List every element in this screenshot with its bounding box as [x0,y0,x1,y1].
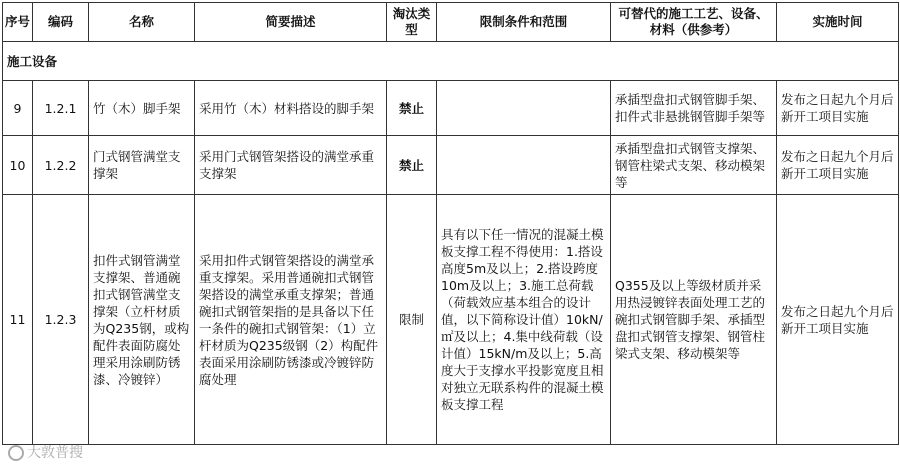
section-row [3,42,899,81]
header-time: 实施时间 [777,3,899,42]
watermark [8,442,83,462]
cell-desc: 采用门式钢管架搭设的满堂承重支撑架 [195,136,387,195]
header-code: 编码 [33,3,89,42]
table-row [3,195,899,445]
watermark-text: 大敦普搜 [27,445,83,461]
cell-alt: Q355及以上等级材质并采用热浸镀锌表面处理工艺的碗扣式钢管脚手架、承插型盘扣式钢管支撑架、钢管柱梁式支架、移动模架等 [611,195,777,445]
section-title: 施工设备 [3,42,899,81]
header-no: 序号 [3,3,33,42]
cell-desc: 采用扣件式钢管架搭设的满堂承重支撑架。采用普通碗扣式钢管架搭设的满堂承重支撑架；普通碗扣式钢管架指的是具备以下任一条件的碗扣式钢管架：（1）立杆材质为Q235级钢（2）构配件表面采用涂刷防锈漆或冷镀锌防腐处理 [195,195,387,445]
cell-code: 1.2.1 [33,81,89,136]
cell-time: 发布之日起九个月后新开工项目实施 [777,81,899,136]
table-row [3,136,899,195]
cell-time: 发布之日起九个月后新开工项目实施 [777,195,899,445]
cell-code: 1.2.3 [33,195,89,445]
cell-name: 扣件式钢管满堂支撑架、普通碗扣式钢管满堂支撑架（立杆材质为Q235钢，或构配件表面防腐处理采用涂刷防锈漆、冷镀锌） [89,195,195,445]
cell-alt: 承插型盘扣式钢管支撑架、钢管柱梁式支架、移动模架等 [611,136,777,195]
cell-name: 竹（木）脚手架 [89,81,195,136]
header-row [3,3,899,42]
cell-name: 门式钢管满堂支撑架 [89,136,195,195]
cell-limit [437,81,611,136]
cell-no: 9 [3,81,33,136]
regulation-table [2,2,899,445]
header-type: 淘汰类型 [387,3,437,42]
header-limit: 限制条件和范围 [437,3,611,42]
cell-time: 发布之日起九个月后新开工项目实施 [777,136,899,195]
cell-alt: 承插型盘扣式钢管脚手架、扣件式非悬挑钢管脚手架等 [611,81,777,136]
cell-type: 禁止 [387,81,437,136]
cell-type: 限制 [387,195,437,445]
header-alt: 可替代的施工工艺、设备、材料（供参考） [611,3,777,42]
header-name: 名称 [89,3,195,42]
cell-no: 11 [3,195,33,445]
cell-limit: 具有以下任一情况的混凝土模板支撑工程不得使用：1.搭设高度5m及以上；2.搭设跨度10m及以上；3.施工总荷载（荷载效应基本组合的设计值，以下简称设计值）10kN/㎡及以上；4.集中线荷载（设计值）15kN/m及以上；5.高度大于支撑水平投影宽度且相对独立无联系构件的混凝土模板支撑工程 [437,195,611,445]
header-desc: 简要描述 [195,3,387,42]
cell-no: 10 [3,136,33,195]
cell-type: 禁止 [387,136,437,195]
cell-code: 1.2.2 [33,136,89,195]
table-row [3,81,899,136]
cell-desc: 采用竹（木）材料搭设的脚手架 [195,81,387,136]
cell-limit [437,136,611,195]
watermark-logo-icon [8,445,24,461]
